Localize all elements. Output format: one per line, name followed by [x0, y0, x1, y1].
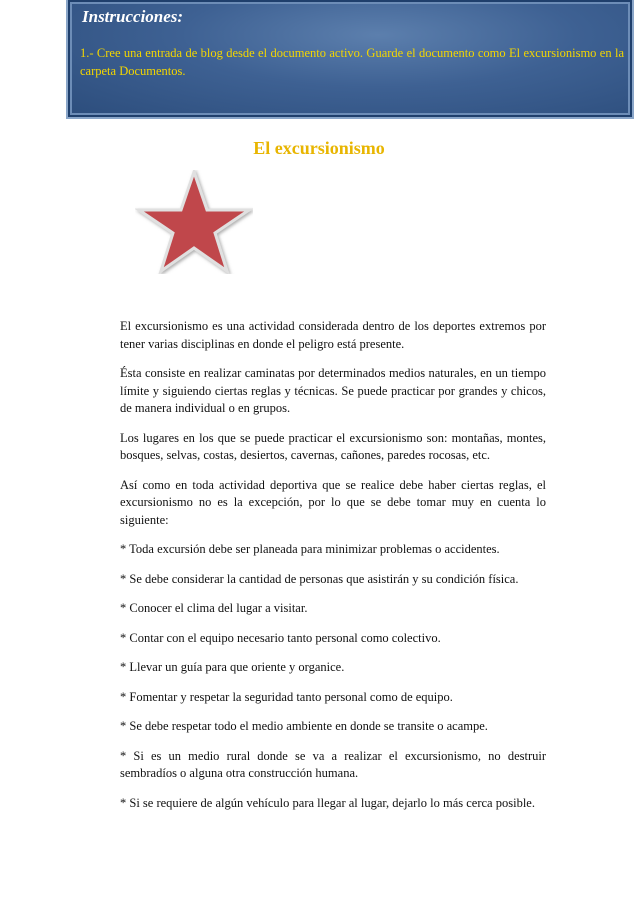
list-item: * Llevar un guía para que oriente y organice.	[120, 660, 345, 674]
list-item: * Fomentar y respetar la seguridad tanto personal como de equipo.	[120, 689, 453, 704]
paragraph: Los lugares en los que se puede practicar el excursionismo son: montañas, montes, bosques, selvas, costas, desiertos, cavernas, cañones, paredes rocosas, etc.	[120, 430, 546, 462]
list-item: * Si es un medio rural donde se va a realizar el excursionismo, no destruir sembradíos o alguna otra construcción humana.	[120, 748, 546, 780]
instructions-text: 1.- Cree una entrada de blog desde el documento activo. Guarde el documento como El excursionismo en la carpeta Documentos.	[80, 46, 624, 78]
list-item: * Se debe considerar la cantidad de personas que asistirán y su condición física.	[120, 571, 519, 586]
instructions-banner	[66, 0, 634, 119]
paragraph: Así como en toda actividad deportiva que se realice debe haber ciertas reglas, el excursionismo no es la excepción, por lo que se debe tomar muy en cuenta lo siguiente:	[120, 477, 546, 527]
paragraph: Ésta consiste en realizar caminatas por determinados medios naturales, en un tiempo límite y siguiendo ciertas reglas y técnicas. Se puede practicar por grandes y chicos, de manera individual o en grupos.	[120, 366, 546, 415]
document-body	[120, 318, 546, 824]
list-item: * Se debe respetar todo el medio ambiente en donde se transite o acampe.	[120, 719, 488, 733]
star-icon	[135, 170, 253, 274]
list-item: * Contar con el equipo necesario tanto personal como colectivo.	[120, 630, 441, 645]
list-item: * Conocer el clima del lugar a visitar.	[120, 601, 308, 615]
paragraph: El excursionismo es una actividad considerada dentro de los deportes extremos por tener varias disciplinas en donde el peligro está presente.	[120, 319, 546, 351]
document-title: El excursionismo	[253, 138, 385, 158]
instructions-title: Instrucciones:	[82, 7, 184, 26]
list-item: * Si se requiere de algún vehículo para llegar al lugar, dejarlo lo más cerca posible.	[120, 795, 535, 810]
list-item: * Toda excursión debe ser planeada para minimizar problemas o accidentes.	[120, 542, 500, 556]
star-image	[135, 170, 253, 274]
